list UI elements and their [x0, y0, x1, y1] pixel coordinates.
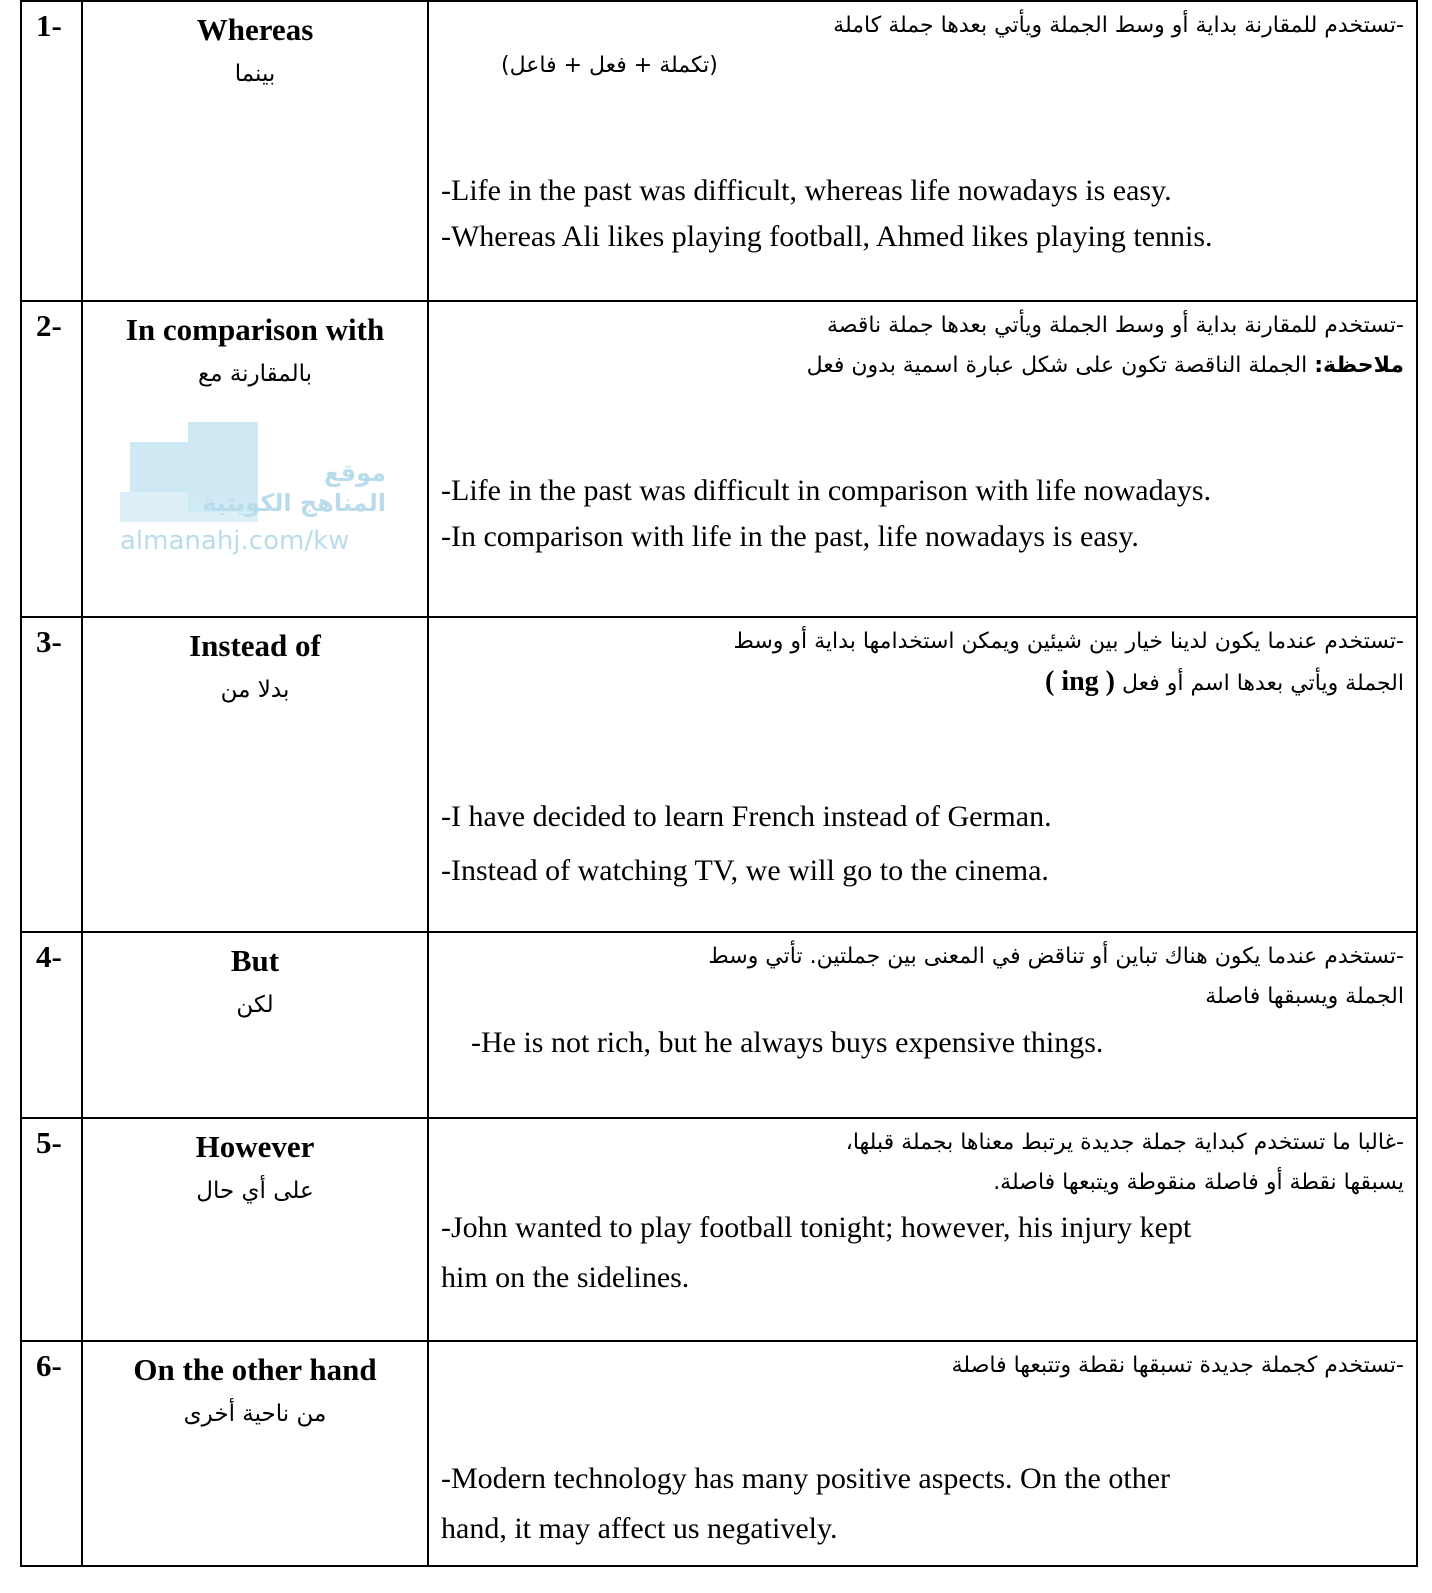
example-sentence: -Life in the past was difficult in comparison with life nowadays. [441, 474, 1212, 507]
term-cell [82, 617, 428, 932]
table-row [21, 1341, 1417, 1566]
term-arabic: بالمقارنة مع [197, 361, 313, 387]
arabic-description-text: الجملة ويأتي بعدها اسم أو فعل [1122, 671, 1404, 696]
example-sentence: -Modern technology has many positive aspects. On the other [441, 1462, 1170, 1495]
table-row [21, 1118, 1417, 1341]
grammar-table [20, 0, 1418, 1567]
row-number: 2- [21, 301, 82, 617]
term-arabic: بدلا من [220, 677, 290, 703]
note [441, 346, 1404, 386]
arabic-description: -تستخدم كجملة جديدة تسبقها نقطة وتتبعها فاصلة [951, 1353, 1404, 1378]
note-text: الجملة الناقصة تكون على شكل عبارة اسمية بدون فعل [806, 353, 1315, 378]
term-english: Instead of [189, 628, 321, 663]
arabic-description: -تستخدم عندما يكون لدينا خيار بين شيئين ويمكن استخدامها بداية أو وسط [733, 629, 1404, 654]
example-sentence: -In comparison with life in the past, life nowadays is easy. [441, 520, 1139, 553]
term-english: But [230, 943, 280, 978]
arabic-description: -تستخدم عندما يكون هناك تباين أو تناقض في المعنى بين جملتين. تأتي وسط [708, 944, 1404, 969]
term-arabic: على أي حال [196, 1178, 314, 1204]
term-cell [82, 1341, 428, 1566]
description-cell [428, 932, 1417, 1118]
table-row [21, 1, 1417, 301]
example-sentence: -Whereas Ali likes playing football, Ahmed likes playing tennis. [441, 220, 1213, 253]
term-english: However [195, 1129, 315, 1164]
row-number: 3- [21, 617, 82, 932]
watermark-logo [120, 422, 410, 562]
ing-suffix: ( ing ) [1044, 666, 1115, 697]
term-cell [82, 932, 428, 1118]
watermark-text-arabic [202, 458, 386, 518]
term-arabic: لكن [236, 992, 274, 1018]
example-sentence: -Instead of watching TV, we will go to the cinema. [441, 854, 1049, 887]
description-cell [428, 617, 1417, 932]
row-number: 1- [21, 1, 82, 301]
table-row [21, 932, 1417, 1118]
term-arabic: بينما [234, 61, 276, 87]
description-cell [428, 1341, 1417, 1566]
note-label: ملاحظة: [1314, 353, 1404, 378]
formula: (تكملة + فعل + فاعل) [501, 53, 718, 78]
arabic-description: الجملة ويسبقها فاصلة [1205, 984, 1404, 1009]
row-number: 5- [21, 1118, 82, 1341]
arabic-description: -تستخدم للمقارنة بداية أو وسط الجملة ويأتي بعدها جملة كاملة [833, 13, 1404, 38]
arabic-description [441, 662, 1404, 704]
example-sentence: -Life in the past was difficult, whereas life nowadays is easy. [441, 174, 1172, 207]
watermark-line: المناهج الكويتية [202, 489, 386, 517]
description-cell [428, 1118, 1417, 1341]
description-cell [428, 301, 1417, 617]
term-english: On the other hand [133, 1352, 377, 1387]
example-sentence: hand, it may affect us negatively. [441, 1512, 838, 1545]
table-row [21, 617, 1417, 932]
term-arabic: من ناحية أخرى [183, 1401, 327, 1427]
description-cell [428, 1, 1417, 301]
term-english: In comparison with [125, 312, 385, 347]
term-english: Whereas [196, 12, 314, 47]
row-number: 6- [21, 1341, 82, 1566]
example-sentence: -I have decided to learn French instead of German. [441, 800, 1052, 833]
term-cell [82, 1118, 428, 1341]
arabic-description: -تستخدم للمقارنة بداية أو وسط الجملة ويأتي بعدها جملة ناقصة [826, 313, 1404, 338]
watermark-line: موقع [323, 459, 386, 487]
example-sentence: -John wanted to play football tonight; however, his injury kept [441, 1211, 1192, 1244]
watermark-text-url: almanahj.com/kw [120, 526, 350, 556]
row-number: 4- [21, 932, 82, 1118]
example-sentence: -He is not rich, but he always buys expensive things. [471, 1026, 1104, 1059]
arabic-description: يسبقها نقطة أو فاصلة منقوطة ويتبعها فاصلة. [993, 1170, 1404, 1195]
term-cell [82, 1, 428, 301]
example-sentence: him on the sidelines. [441, 1261, 690, 1294]
arabic-description: -غالبا ما تستخدم كبداية جملة جديدة يرتبط معناها بجملة قبلها، [845, 1130, 1404, 1155]
